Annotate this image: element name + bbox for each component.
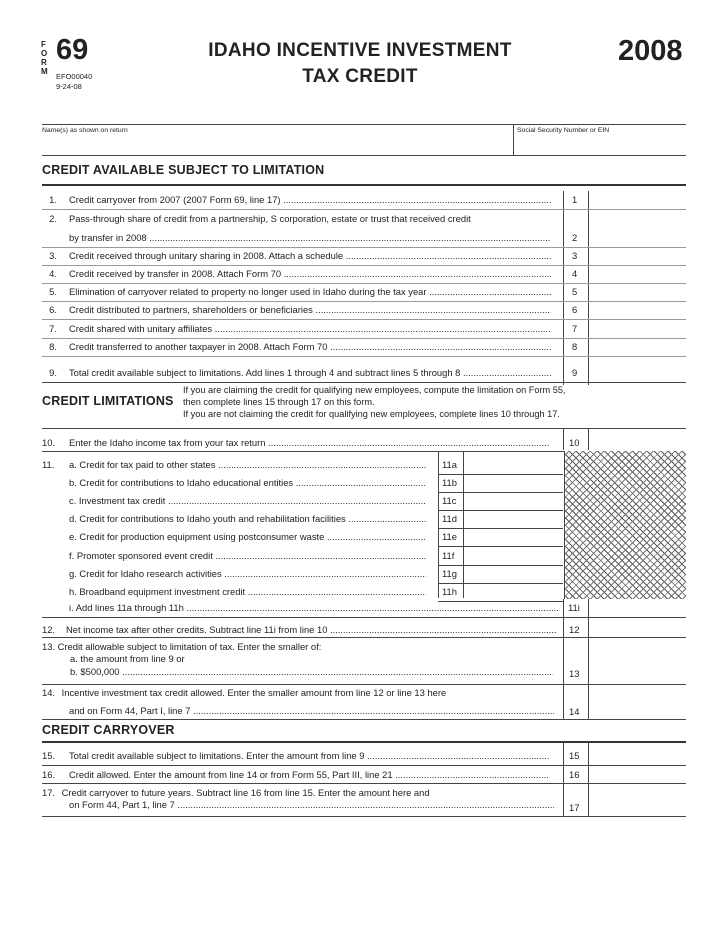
l11-box-right: [463, 452, 464, 598]
line-text: Credit shared with unitary affiliates .....: [69, 321, 551, 337]
line-3-amount[interactable]: [590, 248, 686, 264]
line-9: [42, 365, 686, 381]
line-text: Elimination of carryover related to property no longer used in Idaho during the tax year .....: [69, 284, 551, 300]
line-box-label: 13: [569, 668, 580, 679]
line-11h-amount[interactable]: [464, 584, 562, 600]
line-text: Total credit available subject to limitations. Enter the amount from line 9 .....: [69, 748, 549, 764]
l11i-box-right: [588, 599, 589, 617]
line-text: Credit received through unitary sharing in 2008. Attach a schedule .....: [69, 248, 551, 264]
row-rule: [42, 356, 686, 357]
form-code-id: EFO00040: [56, 72, 93, 81]
line-box-label: 15: [569, 750, 580, 761]
limitations-note-3: If you are not claiming the credit for qualifying new employees, complete lines 10 through 17.: [183, 409, 560, 419]
line-text: Credit received by transfer in 2008. Attach Form 70 .....: [69, 266, 551, 282]
line-text: a. Credit for tax paid to other states .....: [69, 457, 426, 473]
line-13b: b. $500,000 .....: [70, 666, 553, 678]
line-text: g. Credit for Idaho research activities .....: [69, 566, 426, 582]
line15-rule: [42, 765, 686, 766]
form-title-line1: IDAHO INCENTIVE INVESTMENT: [208, 40, 512, 61]
line-box-label: 10: [569, 437, 580, 448]
hatched-area-overlay: [565, 451, 686, 599]
header-divider: [42, 124, 686, 125]
line-text: i. Add lines 11a through 11h .....: [69, 600, 559, 616]
line-11e-amount[interactable]: [464, 529, 562, 545]
section-credit-available-title: CREDIT AVAILABLE SUBJECT TO LIMITATION: [42, 163, 325, 177]
line-11-number: 11.: [42, 459, 55, 470]
line-number: 16.: [42, 769, 56, 780]
line-13: [42, 641, 321, 653]
line-box-label: 2: [572, 232, 578, 243]
line-15-amount[interactable]: [590, 748, 686, 764]
l13-box-right: [588, 638, 589, 684]
line-box-label: 11e: [442, 531, 457, 543]
line-text: Credit allowed. Enter the amount from line 14 or from Form 55, Part III, line 21 .....: [69, 767, 549, 783]
limitations-note-1: If you are claiming the credit for qualifying new employees, compute the limitation on Form 55,: [183, 385, 566, 395]
line-number: 6.: [49, 304, 57, 315]
line-4: [42, 266, 686, 282]
limitations-note-2: then complete lines 15 through 17 on this form.: [183, 397, 375, 407]
ssn-field[interactable]: [516, 137, 684, 154]
line-number: 2.: [49, 213, 57, 224]
line-box-label: 11i: [568, 602, 580, 613]
line-11d: [42, 511, 482, 527]
line-2-amount[interactable]: [590, 230, 686, 246]
s3-box-right: [588, 742, 589, 816]
id-row-bottom: [42, 155, 686, 156]
line-15: [42, 748, 686, 764]
line-number: 9.: [49, 367, 57, 378]
l10-box-left: [563, 429, 564, 450]
l12-box-left: [563, 618, 564, 637]
line-7-amount[interactable]: [590, 321, 686, 337]
line-box-label: 8: [572, 341, 578, 352]
line-box-label: 7: [572, 323, 578, 334]
section3-rule: [42, 741, 686, 743]
line-11c: [42, 493, 482, 509]
l14-box-left: [563, 685, 564, 719]
line-box-label: 1: [572, 194, 578, 205]
line-box-label: 11d: [442, 513, 457, 525]
line-box-label: 11h: [442, 585, 457, 597]
line-number: 8.: [49, 341, 57, 352]
line-11b: [42, 475, 482, 491]
line16-rule: [42, 783, 686, 784]
line-6: [42, 302, 686, 318]
section2-rule: [42, 428, 686, 429]
line17-rule: [42, 816, 686, 817]
line-11h: [42, 584, 482, 600]
line-11i: [42, 600, 686, 616]
line-box-label: 12: [569, 624, 580, 635]
line-text: Credit carryover to future years. Subtract line 16 from line 15. Enter the amount here and: [61, 787, 430, 798]
line-box-label: 5: [572, 286, 578, 297]
l12-box-right: [588, 618, 589, 637]
line-17-cont: on Form 44, Part 1, line 7 .....: [69, 799, 554, 811]
ssn-label: Social Security Number or EIN: [517, 127, 610, 134]
form-title-line2: TAX CREDIT: [302, 66, 418, 87]
line-number: 13.: [42, 641, 56, 652]
row-rule: [42, 319, 686, 320]
line14-rule: [42, 719, 686, 720]
line-box-label: 6: [572, 304, 578, 315]
line-text: Total credit available subject to limitations. Add lines 1 through 4 and subtract lines 5 through 8 .....: [69, 365, 551, 381]
l13-box-left: [563, 638, 564, 684]
hatch-left-border: [564, 451, 565, 599]
name-label: Name(s) as shown on return: [42, 127, 128, 134]
line-number: 10.: [42, 437, 56, 448]
line-11c-amount[interactable]: [464, 493, 562, 509]
l10-box-right: [588, 429, 589, 450]
section1-rule: [42, 184, 686, 186]
line-box-label: 3: [572, 250, 578, 261]
line-16: [42, 767, 686, 783]
line-7: [42, 321, 686, 337]
form-label-letters: F O R M: [41, 40, 48, 76]
line-4-amount[interactable]: [590, 266, 686, 282]
line-17: [42, 787, 430, 799]
line-number: 17.: [42, 787, 56, 798]
line-8-amount[interactable]: [590, 339, 686, 355]
line-9-amount[interactable]: [590, 365, 686, 381]
line-number: 1.: [49, 194, 57, 205]
line-text: Incentive investment tax credit allowed. Enter the smaller amount from line 12 or line 13 here: [61, 687, 447, 698]
row-rule: [42, 382, 686, 383]
form-code-date: 9-24-08: [56, 82, 82, 91]
line-11f: [42, 548, 482, 564]
line-box-label: 16: [569, 769, 580, 780]
line-number: 3.: [49, 250, 57, 261]
line-11g: [42, 566, 482, 582]
line-text: Credit transferred to another taxpayer in 2008. Attach Form 70 .....: [69, 339, 551, 355]
line-11e: [42, 529, 482, 545]
ssn-divider: [513, 124, 514, 155]
line-text: Enter the Idaho income tax from your tax return .....: [69, 435, 549, 451]
line-11a-amount[interactable]: [464, 457, 562, 473]
line-8: [42, 339, 686, 355]
line-text: d. Credit for contributions to Idaho youth and rehabilitation facilities .....: [69, 511, 426, 527]
l11-box-left: [438, 452, 439, 598]
tax-year: 2008: [618, 35, 683, 67]
line-11b-amount[interactable]: [464, 475, 562, 491]
line-text: c. Investment tax credit .....: [69, 493, 426, 509]
line-number: 14.: [42, 687, 56, 698]
line-number: 5.: [49, 286, 57, 297]
line-text: b. Credit for contributions to Idaho educational entities .....: [69, 475, 426, 491]
line-11d-amount[interactable]: [464, 511, 562, 527]
section-credit-carryover-title: CREDIT CARRYOVER: [42, 723, 175, 737]
l11i-box-left: [563, 599, 564, 617]
line-13-amount[interactable]: [590, 664, 686, 682]
s3-box-left: [563, 742, 564, 816]
line-box-label: 4: [572, 268, 578, 279]
line-1-amount[interactable]: [590, 192, 686, 208]
row-rule: [42, 209, 686, 210]
line-number: 12.: [42, 624, 56, 635]
line-box-label: 17: [569, 802, 580, 813]
line-11g-amount[interactable]: [464, 566, 562, 582]
line-box-label: 11c: [442, 495, 457, 507]
line-2: [42, 230, 686, 246]
line-1: [42, 192, 686, 208]
line-12-amount[interactable]: [590, 622, 686, 638]
line-11i-amount[interactable]: [590, 600, 686, 616]
line-17-amount[interactable]: [590, 798, 686, 814]
line-text: by transfer in 2008 .....: [69, 230, 551, 246]
l14-box-right: [588, 685, 589, 719]
line-box-label: 11a: [442, 459, 457, 470]
line-box-label: 9: [572, 367, 578, 378]
line-number: 4.: [49, 268, 57, 279]
line-10-amount[interactable]: [590, 435, 686, 451]
form-number: 69: [56, 34, 89, 66]
line-12: [42, 622, 686, 638]
line-box-label: 11g: [442, 567, 457, 579]
line-11a: [42, 457, 482, 473]
line-3: [42, 248, 686, 264]
line-text: Credit carryover from 2007 (2007 Form 69, line 17) .....: [69, 192, 551, 208]
line-text: h. Broadband equipment investment credit .....: [69, 584, 426, 600]
line-14: [42, 687, 446, 699]
line-14-cont: and on Form 44, Part I, line 7 .....: [69, 705, 554, 717]
form-code: [56, 72, 92, 92]
line-5-amount[interactable]: [590, 284, 686, 300]
line-number: 15.: [42, 750, 56, 761]
line-10: [42, 435, 686, 451]
line-box-label: 11b: [442, 477, 457, 489]
line-5: [42, 284, 686, 300]
section-credit-limitations-title: CREDIT LIMITATIONS: [42, 394, 174, 408]
line-text: Credit distributed to partners, shareholders or beneficiaries .....: [69, 302, 551, 318]
name-field[interactable]: [42, 137, 512, 154]
line-text: Net income tax after other credits. Subtract line 11i from line 10 .....: [66, 622, 556, 638]
line12-rule: [42, 637, 686, 638]
line11i-rule: [42, 617, 686, 618]
line-number: 7.: [49, 323, 57, 334]
line-13a: a. the amount from line 9 or: [70, 653, 185, 664]
line-text: Credit allowable subject to limitation of tax. Enter the smaller of:: [57, 641, 322, 652]
line-text: e. Credit for production equipment using postconsumer waste .....: [69, 529, 426, 545]
line-box-label: 11f: [442, 549, 455, 561]
line-6-amount[interactable]: [590, 302, 686, 318]
line13-rule: [42, 684, 686, 685]
line-2-cont: [42, 211, 686, 227]
line-11f-amount[interactable]: [464, 548, 562, 564]
line-box-label: 14: [569, 706, 580, 717]
line-text: f. Promoter sponsored event credit .....: [69, 548, 426, 564]
line-14-amount[interactable]: [590, 702, 686, 718]
line-16-amount[interactable]: [590, 767, 686, 783]
line-text: Pass-through share of credit from a partnership, S corporation, estate or trust that received credit: [69, 213, 471, 224]
